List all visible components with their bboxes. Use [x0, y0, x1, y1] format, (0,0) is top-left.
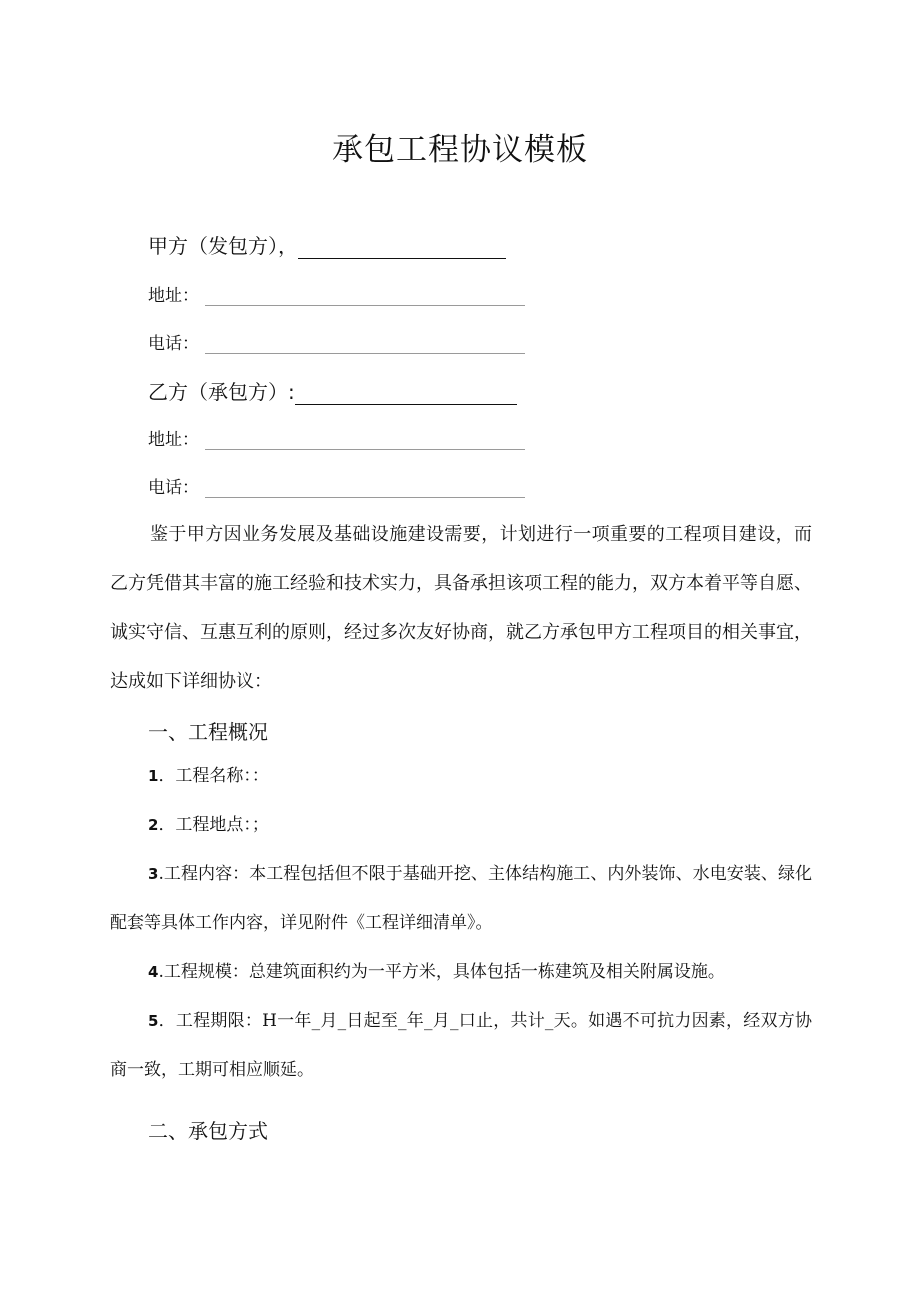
party-a-phone-label: 电话： — [148, 334, 199, 354]
party-a-address-blank[interactable] — [205, 287, 525, 306]
list-item — [110, 850, 812, 948]
party-a-phone-field — [148, 329, 525, 354]
item-number: 1 — [148, 767, 159, 785]
party-b-phone-label: 电话： — [148, 478, 199, 498]
party-a-address-field — [148, 281, 525, 306]
party-a-address-label: 地址： — [148, 286, 199, 306]
list-item — [110, 752, 812, 801]
party-b-phone-blank[interactable] — [205, 479, 525, 498]
section-heading-contract-method: 二、承包方式 — [148, 1119, 268, 1143]
item-text: ．工程名称：： — [158, 766, 269, 786]
party-b-address-label: 地址： — [148, 430, 199, 450]
item-text: .工程内容：本工程包括但不限于基础开挖、主体结构施工、内外装饰、水电安装、绿化配套等具体工作内容，详见附件《工程详细清单》。 — [110, 864, 812, 933]
party-b-heading — [148, 376, 517, 405]
party-a-phone-blank[interactable] — [205, 335, 525, 354]
section-heading-overview: 一、工程概况 — [148, 720, 268, 744]
list-item — [110, 997, 812, 1095]
item-number: 4 — [148, 963, 159, 981]
party-b-name-blank[interactable] — [295, 384, 517, 405]
party-b-address-field — [148, 425, 525, 450]
party-b-address-blank[interactable] — [205, 431, 525, 450]
list-item — [110, 948, 812, 997]
item-number: 5 — [148, 1012, 159, 1030]
party-b-label: 乙方（承包方）: — [148, 380, 295, 404]
party-a-name-blank[interactable] — [298, 238, 506, 259]
party-b-phone-field — [148, 473, 525, 498]
intro-paragraph: 鉴于甲方因业务发展及基础设施建设需要，计划进行一项重要的工程项目建设，而乙方凭借其丰富的施工经验和技术实力，具备承担该项工程的能力，双方本着平等自愿、诚实守信、互惠互利的原则，经过多次友好协商，就乙方承包甲方工程项目的相关事宜，达成如下详细协议： — [110, 524, 812, 692]
list-item — [110, 801, 812, 850]
party-a-label: 甲方（发包方）， — [148, 234, 298, 258]
item-text: ．工程地点：； — [158, 815, 269, 835]
document-title: 承包工程协议模板 — [332, 132, 588, 168]
item-number: 2 — [148, 816, 159, 834]
party-a-heading — [148, 230, 506, 259]
item-text: ．工程期限：H一年_月_日起至_年_月_口止，共计_天。如遇不可抗力因素，经双方协商一致，工期可相应顺延。 — [110, 1011, 812, 1080]
item-number: 3 — [148, 865, 159, 883]
item-text: .工程规模：总建筑面积约为一平方米，具体包括一栋建筑及相关附属设施。 — [158, 962, 725, 982]
